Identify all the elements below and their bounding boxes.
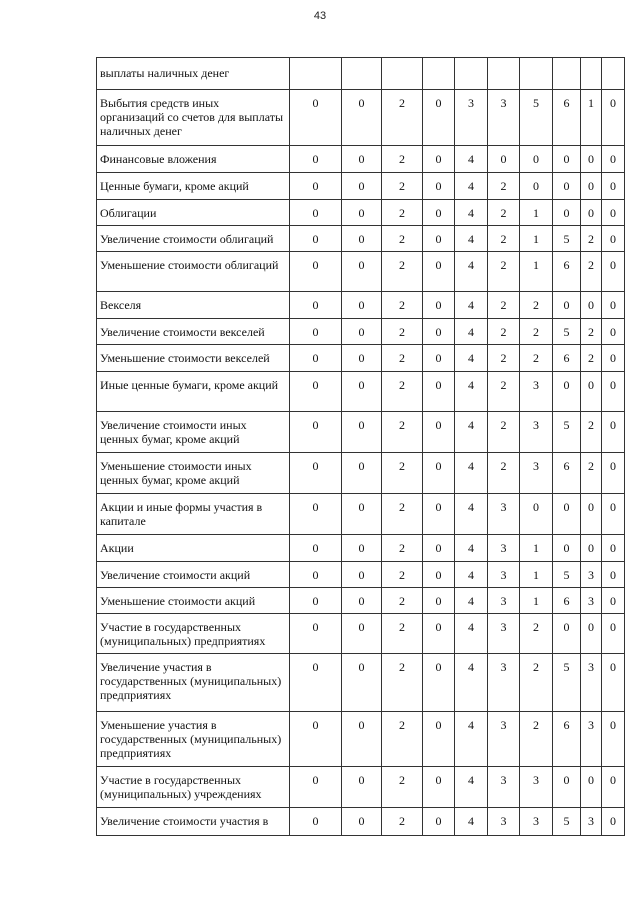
- code-digit: 3: [488, 808, 520, 836]
- code-digit: 2: [382, 292, 423, 319]
- code-digit: 0: [342, 562, 382, 588]
- code-digit: [488, 58, 520, 90]
- code-digit: 2: [488, 453, 520, 494]
- code-digit: 0: [342, 412, 382, 453]
- code-digit: [553, 58, 581, 90]
- table-row: [97, 58, 625, 90]
- code-digit: 4: [455, 535, 488, 562]
- code-digit: 2: [488, 345, 520, 372]
- code-digit: 2: [488, 319, 520, 345]
- code-digit: 0: [581, 292, 602, 319]
- code-digit: 2: [488, 372, 520, 412]
- code-digit: 4: [455, 292, 488, 319]
- code-digit: 3: [455, 90, 488, 146]
- table-row: [97, 252, 625, 292]
- code-digit: [455, 58, 488, 90]
- code-digit: 2: [488, 252, 520, 292]
- code-digit: 0: [290, 808, 342, 836]
- code-digit: 4: [455, 562, 488, 588]
- code-digit: 5: [553, 654, 581, 712]
- code-digit: 6: [553, 588, 581, 614]
- code-digit: 2: [382, 372, 423, 412]
- code-digit: 6: [553, 252, 581, 292]
- code-digit: 3: [581, 588, 602, 614]
- code-digit: 6: [553, 712, 581, 767]
- code-digit: 0: [342, 614, 382, 654]
- code-digit: 0: [342, 226, 382, 252]
- code-digit: 3: [520, 372, 553, 412]
- code-digit: 0: [423, 808, 455, 836]
- code-digit: 2: [581, 453, 602, 494]
- code-digit: 0: [553, 535, 581, 562]
- table-row: [97, 200, 625, 226]
- code-digit: 0: [290, 767, 342, 808]
- code-digit: 2: [581, 226, 602, 252]
- classification-table: [96, 57, 625, 836]
- code-digit: 0: [602, 146, 625, 173]
- code-digit: 0: [423, 252, 455, 292]
- code-digit: 0: [520, 146, 553, 173]
- code-digit: 5: [553, 226, 581, 252]
- code-digit: 4: [455, 252, 488, 292]
- code-digit: 3: [581, 712, 602, 767]
- code-digit: 4: [455, 654, 488, 712]
- code-digit: 3: [488, 494, 520, 535]
- code-digit: 0: [581, 494, 602, 535]
- code-digit: 6: [553, 345, 581, 372]
- code-digit: 0: [553, 173, 581, 200]
- code-digit: 0: [581, 146, 602, 173]
- table-row: [97, 767, 625, 808]
- code-digit: 0: [290, 614, 342, 654]
- table-row: [97, 453, 625, 494]
- code-digit: 1: [581, 90, 602, 146]
- table-row: [97, 226, 625, 252]
- code-digit: 2: [382, 200, 423, 226]
- code-digit: 0: [602, 808, 625, 836]
- code-digit: 2: [382, 712, 423, 767]
- table-row: [97, 562, 625, 588]
- code-digit: 4: [455, 712, 488, 767]
- code-digit: 1: [520, 226, 553, 252]
- code-digit: 4: [455, 808, 488, 836]
- code-digit: 5: [553, 562, 581, 588]
- code-digit: 2: [581, 345, 602, 372]
- code-digit: 2: [382, 345, 423, 372]
- page-number: 43: [313, 10, 327, 22]
- code-digit: 2: [581, 319, 602, 345]
- code-digit: 0: [423, 614, 455, 654]
- code-digit: [423, 58, 455, 90]
- code-digit: 0: [342, 90, 382, 146]
- code-digit: 2: [382, 654, 423, 712]
- table-row: [97, 654, 625, 712]
- code-digit: 0: [423, 767, 455, 808]
- code-digit: 0: [581, 372, 602, 412]
- code-digit: 0: [602, 412, 625, 453]
- row-name: Уменьшение стоимости акций: [97, 588, 290, 614]
- row-name: Увеличение стоимости облигаций: [97, 226, 290, 252]
- code-digit: 0: [553, 200, 581, 226]
- code-digit: 0: [290, 372, 342, 412]
- code-digit: [520, 58, 553, 90]
- table-row: [97, 808, 625, 836]
- code-digit: 4: [455, 173, 488, 200]
- code-digit: 1: [520, 200, 553, 226]
- row-name: Увеличение стоимости акций: [97, 562, 290, 588]
- code-digit: 1: [520, 252, 553, 292]
- row-name: Иные ценные бумаги, кроме акций: [97, 372, 290, 412]
- table-row: [97, 372, 625, 412]
- code-digit: 0: [342, 654, 382, 712]
- code-digit: 0: [290, 654, 342, 712]
- code-digit: 2: [488, 200, 520, 226]
- row-name: Векселя: [97, 292, 290, 319]
- code-digit: 0: [342, 712, 382, 767]
- code-digit: 0: [602, 90, 625, 146]
- code-digit: 2: [382, 494, 423, 535]
- code-digit: 0: [290, 90, 342, 146]
- code-digit: 2: [382, 562, 423, 588]
- code-digit: 0: [520, 173, 553, 200]
- code-digit: 2: [581, 412, 602, 453]
- code-digit: 2: [520, 654, 553, 712]
- code-digit: [382, 58, 423, 90]
- code-digit: 3: [488, 614, 520, 654]
- row-name: Выбытия средств иных организаций со счетов для выплаты наличных денег: [97, 90, 290, 146]
- code-digit: 0: [602, 562, 625, 588]
- table-row: [97, 535, 625, 562]
- code-digit: 0: [520, 494, 553, 535]
- row-name: Увеличение стоимости иных ценных бумаг, кроме акций: [97, 412, 290, 453]
- code-digit: 2: [382, 412, 423, 453]
- code-digit: 0: [553, 146, 581, 173]
- code-digit: 2: [488, 173, 520, 200]
- code-digit: 0: [602, 252, 625, 292]
- table-row: [97, 494, 625, 535]
- code-digit: 0: [602, 200, 625, 226]
- code-digit: 0: [423, 226, 455, 252]
- row-name: Акции: [97, 535, 290, 562]
- code-digit: 2: [382, 319, 423, 345]
- code-digit: 0: [290, 200, 342, 226]
- code-digit: 3: [488, 588, 520, 614]
- code-digit: 0: [553, 292, 581, 319]
- code-digit: 3: [488, 562, 520, 588]
- code-digit: 4: [455, 412, 488, 453]
- code-digit: 5: [520, 90, 553, 146]
- table-row: [97, 146, 625, 173]
- code-digit: 2: [581, 252, 602, 292]
- code-digit: 2: [520, 345, 553, 372]
- code-digit: 4: [455, 146, 488, 173]
- code-digit: 0: [290, 345, 342, 372]
- code-digit: 3: [520, 808, 553, 836]
- table-row: [97, 345, 625, 372]
- code-digit: 2: [488, 226, 520, 252]
- code-digit: 0: [423, 372, 455, 412]
- code-digit: 0: [342, 372, 382, 412]
- code-digit: 0: [423, 173, 455, 200]
- code-digit: 2: [520, 292, 553, 319]
- code-digit: 4: [455, 345, 488, 372]
- code-digit: [342, 58, 382, 90]
- code-digit: 3: [581, 654, 602, 712]
- code-digit: 0: [423, 654, 455, 712]
- code-digit: 4: [455, 494, 488, 535]
- code-digit: 0: [602, 292, 625, 319]
- row-name: Увеличение стоимости участия в: [97, 808, 290, 836]
- code-digit: 0: [553, 767, 581, 808]
- code-digit: 0: [553, 372, 581, 412]
- code-digit: 2: [520, 614, 553, 654]
- code-digit: 0: [342, 453, 382, 494]
- code-digit: 0: [290, 494, 342, 535]
- code-digit: 2: [382, 614, 423, 654]
- code-digit: 6: [553, 453, 581, 494]
- code-digit: 2: [382, 173, 423, 200]
- code-digit: 1: [520, 535, 553, 562]
- code-digit: 0: [423, 453, 455, 494]
- code-digit: 1: [520, 562, 553, 588]
- code-digit: 0: [290, 292, 342, 319]
- code-digit: 2: [382, 767, 423, 808]
- code-digit: 0: [602, 345, 625, 372]
- code-digit: 4: [455, 200, 488, 226]
- row-name: Акции и иные формы участия в капитале: [97, 494, 290, 535]
- code-digit: 3: [488, 767, 520, 808]
- code-digit: 0: [342, 146, 382, 173]
- code-digit: 0: [290, 588, 342, 614]
- code-digit: 1: [520, 588, 553, 614]
- code-digit: 0: [290, 173, 342, 200]
- code-digit: 2: [520, 712, 553, 767]
- code-digit: 5: [553, 412, 581, 453]
- code-digit: 0: [423, 200, 455, 226]
- code-digit: 0: [342, 494, 382, 535]
- code-digit: [581, 58, 602, 90]
- code-digit: 0: [342, 345, 382, 372]
- code-digit: 0: [423, 494, 455, 535]
- code-digit: 0: [553, 494, 581, 535]
- row-name: Финансовые вложения: [97, 146, 290, 173]
- code-digit: 0: [342, 767, 382, 808]
- row-name: Увеличение стоимости векселей: [97, 319, 290, 345]
- row-name: Уменьшение стоимости облигаций: [97, 252, 290, 292]
- code-digit: 0: [602, 654, 625, 712]
- row-name: Участие в государственных (муниципальных) предприятиях: [97, 614, 290, 654]
- code-digit: 3: [488, 90, 520, 146]
- code-digit: 2: [488, 412, 520, 453]
- code-digit: 2: [382, 90, 423, 146]
- code-digit: 0: [581, 173, 602, 200]
- code-digit: 0: [602, 453, 625, 494]
- code-digit: 0: [290, 319, 342, 345]
- code-digit: 0: [423, 146, 455, 173]
- code-digit: 0: [602, 535, 625, 562]
- code-digit: 0: [602, 588, 625, 614]
- code-digit: 2: [382, 808, 423, 836]
- code-digit: 0: [342, 292, 382, 319]
- code-digit: 0: [423, 712, 455, 767]
- code-digit: 0: [290, 146, 342, 173]
- code-digit: 0: [342, 319, 382, 345]
- code-digit: 2: [382, 226, 423, 252]
- code-digit: 2: [382, 453, 423, 494]
- table-row: [97, 588, 625, 614]
- code-digit: 3: [520, 453, 553, 494]
- code-digit: 4: [455, 588, 488, 614]
- code-digit: 4: [455, 319, 488, 345]
- code-digit: 0: [602, 226, 625, 252]
- code-digit: 2: [382, 535, 423, 562]
- code-digit: 0: [581, 200, 602, 226]
- code-digit: 0: [423, 319, 455, 345]
- code-digit: 0: [342, 200, 382, 226]
- code-digit: 0: [290, 252, 342, 292]
- code-digit: 4: [455, 614, 488, 654]
- table-row: [97, 292, 625, 319]
- code-digit: 0: [290, 535, 342, 562]
- code-digit: 0: [342, 808, 382, 836]
- code-digit: 2: [520, 319, 553, 345]
- code-digit: 5: [553, 808, 581, 836]
- code-digit: 0: [602, 173, 625, 200]
- row-name: Облигации: [97, 200, 290, 226]
- code-digit: 0: [342, 588, 382, 614]
- code-digit: 3: [520, 767, 553, 808]
- code-digit: 4: [455, 767, 488, 808]
- code-digit: [290, 58, 342, 90]
- code-digit: 3: [488, 654, 520, 712]
- code-digit: 0: [602, 494, 625, 535]
- table-row: [97, 614, 625, 654]
- code-digit: 3: [488, 712, 520, 767]
- row-name: выплаты наличных денег: [97, 58, 290, 90]
- table-row: [97, 173, 625, 200]
- code-digit: 0: [290, 226, 342, 252]
- code-digit: 0: [290, 453, 342, 494]
- code-digit: 4: [455, 226, 488, 252]
- row-name: Уменьшение участия в государственных (муниципальных) предприятиях: [97, 712, 290, 767]
- table-row: [97, 412, 625, 453]
- code-digit: 0: [602, 614, 625, 654]
- code-digit: 0: [342, 252, 382, 292]
- code-digit: 3: [581, 562, 602, 588]
- code-digit: 3: [581, 808, 602, 836]
- row-name: Уменьшение стоимости иных ценных бумаг, кроме акций: [97, 453, 290, 494]
- code-digit: 0: [290, 712, 342, 767]
- row-name: Ценные бумаги, кроме акций: [97, 173, 290, 200]
- table-row: [97, 712, 625, 767]
- code-digit: 0: [342, 535, 382, 562]
- code-digit: 3: [520, 412, 553, 453]
- code-digit: 5: [553, 319, 581, 345]
- code-digit: 3: [488, 535, 520, 562]
- table-body: [97, 58, 625, 836]
- code-digit: 0: [290, 562, 342, 588]
- code-digit: 0: [423, 345, 455, 372]
- code-digit: 4: [455, 453, 488, 494]
- code-digit: 0: [581, 535, 602, 562]
- code-digit: 0: [342, 173, 382, 200]
- code-digit: 0: [602, 372, 625, 412]
- code-digit: 0: [423, 535, 455, 562]
- code-digit: 2: [382, 588, 423, 614]
- code-digit: 0: [290, 412, 342, 453]
- code-digit: 2: [488, 292, 520, 319]
- code-digit: 0: [602, 767, 625, 808]
- code-digit: [602, 58, 625, 90]
- code-digit: 0: [423, 90, 455, 146]
- row-name: Участие в государственных (муниципальных) учреждениях: [97, 767, 290, 808]
- code-digit: 0: [553, 614, 581, 654]
- code-digit: 0: [423, 562, 455, 588]
- code-digit: 2: [382, 146, 423, 173]
- row-name: Увеличение участия в государственных (муниципальных) предприятиях: [97, 654, 290, 712]
- code-digit: 0: [423, 292, 455, 319]
- code-digit: 0: [423, 412, 455, 453]
- code-digit: 4: [455, 372, 488, 412]
- code-digit: 0: [488, 146, 520, 173]
- table-row: [97, 90, 625, 146]
- code-digit: 0: [581, 614, 602, 654]
- code-digit: 0: [602, 319, 625, 345]
- row-name: Уменьшение стоимости векселей: [97, 345, 290, 372]
- code-digit: 0: [602, 712, 625, 767]
- table-row: [97, 319, 625, 345]
- code-digit: 0: [423, 588, 455, 614]
- code-digit: 0: [581, 767, 602, 808]
- code-digit: 6: [553, 90, 581, 146]
- code-digit: 2: [382, 252, 423, 292]
